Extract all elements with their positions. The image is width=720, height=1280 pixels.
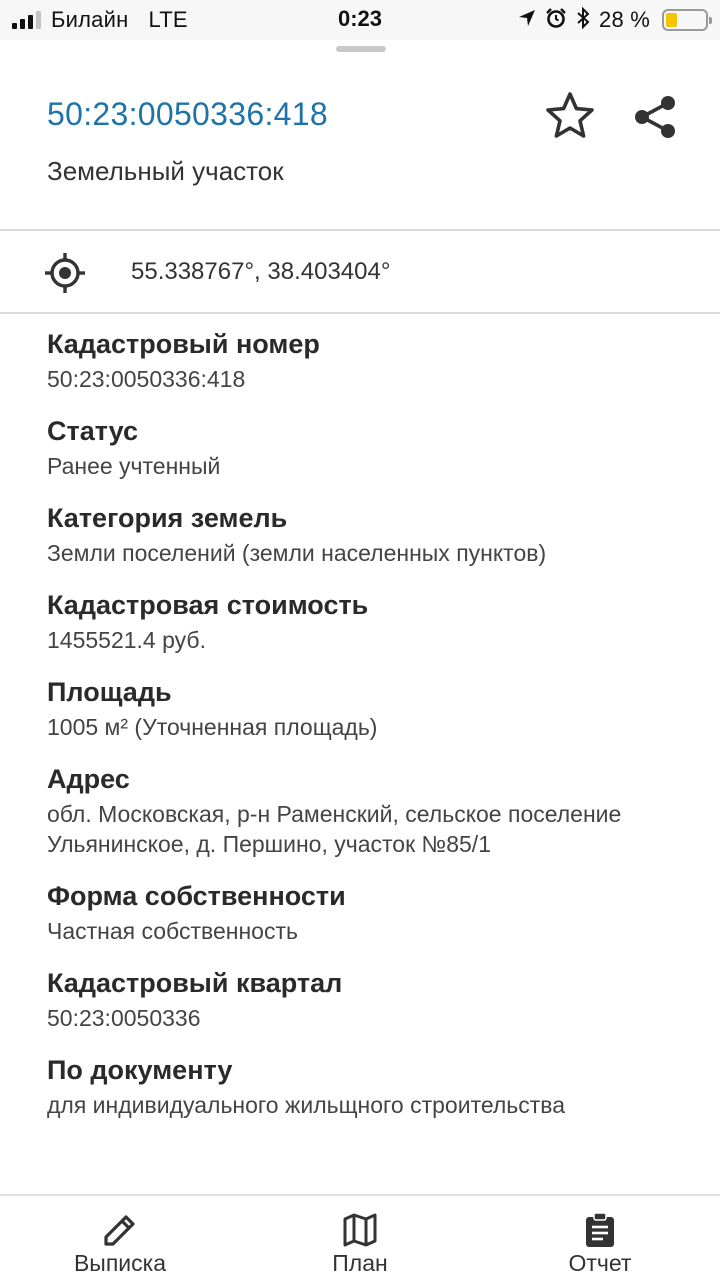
field-value: обл. Московская, р-н Раменский, сельское поселение [47, 801, 622, 827]
bluetooth-icon [575, 7, 591, 34]
status-time: 0:23 [337, 6, 383, 31]
field-ownership [47, 878, 717, 946]
clipboard-icon [582, 1212, 618, 1248]
field-label: Категория земель [47, 503, 288, 533]
field-cadastral-number [47, 326, 717, 394]
field-label: Кадастровый квартал [47, 968, 343, 998]
field-value: 1005 м² (Уточненная площадь) [47, 714, 378, 740]
field-by-document [47, 1052, 717, 1120]
field-cadastral-quarter [47, 965, 717, 1033]
divider [0, 229, 720, 231]
object-type: Земельный участок [47, 156, 284, 186]
coordinates-text: 55.338767°, 38.403404° [131, 258, 391, 285]
battery-level [666, 13, 677, 27]
field-value: 50:23:0050336:418 [47, 366, 246, 392]
nav-label: Отчет [568, 1250, 632, 1276]
field-label: Форма собственности [47, 881, 346, 911]
favorite-button[interactable] [542, 88, 598, 144]
field-label: Кадастровая стоимость [47, 590, 369, 620]
field-value: Частная собственность [47, 918, 298, 944]
battery-percent: 28 % [599, 7, 650, 32]
pencil-icon [102, 1212, 138, 1248]
nav-label: План [332, 1250, 388, 1276]
field-value: Земли поселений (земли населенных пунктов) [47, 540, 547, 566]
share-icon [632, 94, 678, 140]
cadastral-title: 50:23:0050336:418 [47, 96, 328, 132]
star-icon [544, 90, 596, 142]
network-type: LTE [148, 7, 188, 32]
field-label: Статус [47, 416, 138, 446]
share-button[interactable] [628, 90, 682, 144]
property-details [47, 326, 717, 1139]
field-value: 50:23:0050336 [47, 1005, 201, 1031]
status-bar [0, 0, 720, 40]
field-cadastral-value [47, 587, 717, 655]
nav-extract-button[interactable] [30, 1196, 210, 1280]
field-label: По документу [47, 1055, 233, 1085]
gps-locate-icon [44, 252, 86, 294]
sheet-header [0, 60, 720, 230]
map-icon [342, 1212, 378, 1248]
field-label: Адрес [47, 764, 130, 794]
battery-cap [709, 17, 712, 24]
field-address [47, 761, 717, 859]
field-value-line2: Ульянинское, д. Першино, участок №85/1 [47, 831, 491, 857]
field-status [47, 413, 717, 481]
nav-label: Выписка [73, 1250, 167, 1276]
field-label: Площадь [47, 677, 172, 707]
nav-plan-button[interactable] [270, 1196, 450, 1280]
field-land-category [47, 500, 717, 568]
carrier-name: Билайн [51, 7, 129, 32]
field-value: 1455521.4 руб. [47, 627, 206, 653]
divider [0, 312, 720, 314]
field-value: Ранее учтенный [47, 453, 221, 479]
location-arrow-icon [517, 8, 537, 33]
alarm-icon [545, 7, 567, 34]
battery-icon [662, 9, 708, 31]
field-area [47, 674, 717, 742]
coordinates-row[interactable] [0, 232, 720, 312]
field-value: для индивидуального жильщного строительства [47, 1092, 566, 1118]
field-label: Кадастровый номер [47, 329, 320, 359]
status-right [517, 7, 708, 33]
bottom-nav [0, 1194, 720, 1280]
sheet-drag-handle[interactable] [336, 46, 386, 52]
nav-report-button[interactable] [510, 1196, 690, 1280]
